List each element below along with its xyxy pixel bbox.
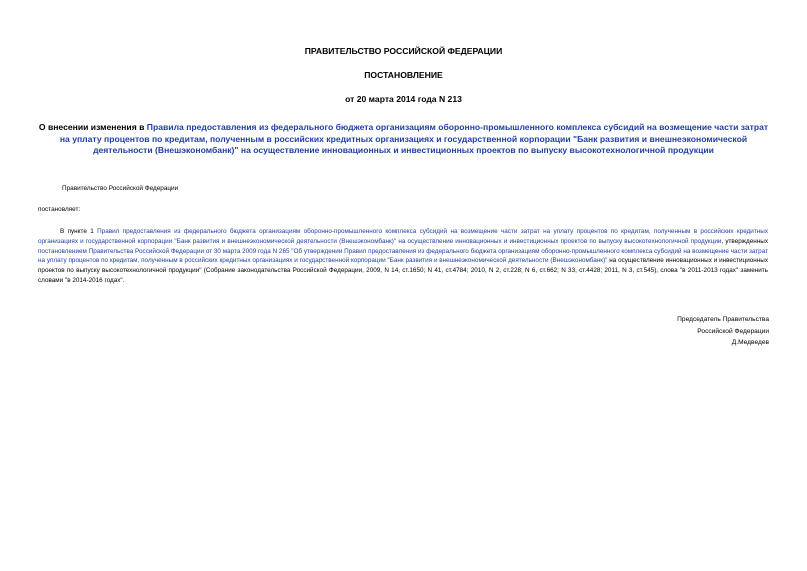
- paragraph-tail: на осуществление инновационных и инвестиционных проектов по выпуску высокотехнологичной продукции" (Собрание законодательства Российской Федерации, 2009, N 14, ст.1650; N 41, ст.4784; 2010, N 2, ст.228; N 6, ст.662; N 33, ст.4428; 2011, N 3, ст.545), слова "в 2011-2013 годах" заменить словами "в 2014-2016 годах".: [38, 257, 769, 284]
- document-type-heading: ПОСТАНОВЛЕНИЕ: [364, 70, 443, 80]
- paragraph-intro: В пункте 1: [60, 228, 98, 235]
- title-prefix: О внесении изменения в: [38, 122, 147, 132]
- date-number-heading: от 20 марта 2014 года N 213: [345, 94, 462, 104]
- rules-link[interactable]: Правил предоставления из федерального бюджета организациям оборонно-промышленного комплекса субсидий на возмещение части затрат на уплату процентов по кредитам, полученным в российских кредитных организациях и государственной корпорации "Банк развития и внешнеэкономической деятельности (Внешэкономбанк)" на осуществление инновационных и инвестиционных проектов по выпуску высокотехнологичной продукции: [38, 228, 768, 245]
- resolves-text: постановляет:: [38, 206, 81, 213]
- signature-block: [569, 314, 769, 349]
- resolution-link[interactable]: постановлением Правительства Российской Федерации от 30 марта 2009 года N 265 "Об утверждении Правил предоставления из федерального бюджета организациям оборонно-промышленного комплекса субсидий на возмещение части затрат на уплату процентов по кредитам, полученным в российских кредитных организациях и государственной корпорации "Банк развития и внешнеэкономической деятельности (Внешэкономбанк)": [38, 247, 768, 265]
- main-paragraph: [38, 227, 768, 286]
- government-heading: ПРАВИТЕЛЬСТВО РОССИЙСКОЙ ФЕДЕРАЦИИ: [304, 46, 503, 56]
- signature-country: Российской Федерации: [697, 327, 769, 335]
- issuer-text: Правительство Российской Федерации: [62, 185, 179, 192]
- paragraph-approved: , утвержденных: [721, 237, 768, 245]
- title-rules-link[interactable]: Правила предоставления из федерального бюджета организациям оборонно-промышленного комплекса субсидий на возмещение части затрат на уплату процентов по кредитам, полученным в российских кредитных организациях и государственной корпорации "Банк развития и внешнеэкономической деятельности (Внешэкономбанк)" на осуществление инновационных и инвестиционных проектов по выпуску высокотехнологичной продукции: [59, 122, 769, 156]
- document-title: [36, 122, 771, 157]
- signature-name: Д.Медведев: [731, 339, 769, 346]
- signature-position: Председатель Правительства: [677, 316, 769, 323]
